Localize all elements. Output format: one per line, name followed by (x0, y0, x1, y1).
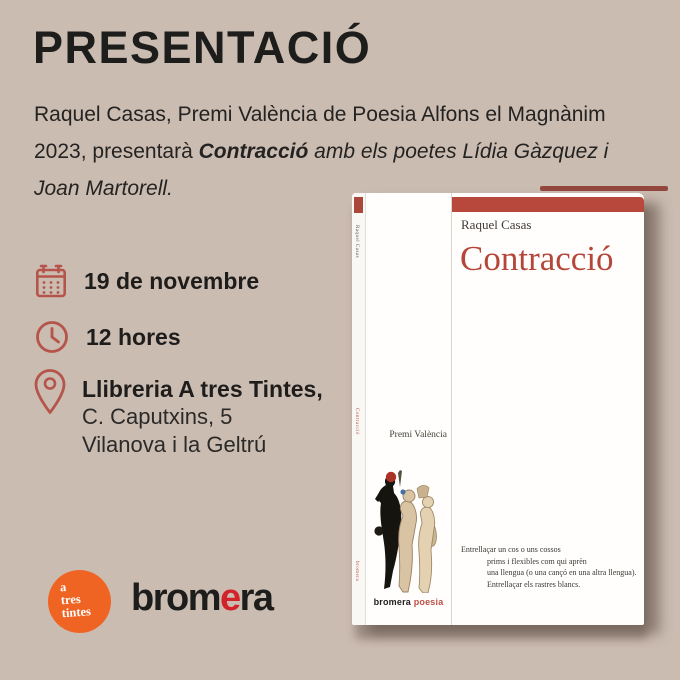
book-back-cover-edge (540, 186, 668, 191)
location-pin-icon (33, 368, 67, 425)
imprint-publisher: bromera (373, 597, 411, 607)
bromera-pre: brom (131, 577, 220, 619)
spine-red-band (354, 197, 363, 213)
cover-author: Raquel Casas (461, 217, 532, 232)
bosch-figures-illustration (370, 469, 446, 598)
imprint-collection: poesia (413, 597, 444, 607)
event-address-line2: Vilanova i la Geltrú (82, 432, 267, 457)
book-front-cover (352, 193, 644, 625)
cover-left-column (366, 193, 452, 625)
tintes-line3: tintes (61, 604, 92, 621)
cover-red-band (452, 197, 644, 212)
intro-text-trail: amb els poetes Lídia Gàzquez i Joan Martorell. (34, 140, 609, 200)
tintes-line2: tres (60, 591, 82, 608)
book-mockup (352, 186, 644, 628)
event-venue-label: Llibreria A tres Tintes, (82, 376, 323, 402)
a-tres-tintes-logo (46, 568, 113, 635)
cover-poem (461, 544, 637, 590)
calendar-icon (33, 263, 69, 305)
cover-title: Contracció (460, 239, 614, 278)
poem-line: una llengua (o una cançó en una altra llengua). (487, 568, 637, 577)
poem-line: prims i flexibles com qui aprèn (487, 556, 587, 566)
clock-icon (33, 318, 71, 361)
poem-line: Entrellaçar un cos o uns cossos (461, 545, 561, 554)
award-label: Premi València (389, 430, 447, 440)
bromera-logo (131, 577, 273, 620)
tintes-line1: a (59, 579, 67, 595)
spine-publisher: bromera (354, 561, 359, 582)
event-time-label: 12 hores (86, 324, 181, 350)
event-row-time (33, 318, 181, 361)
event-address-line1: C. Caputxins, 5 (82, 404, 233, 429)
event-location-text (82, 368, 323, 459)
spine-title: Contracció (354, 408, 359, 435)
page-title: PRESENTACIÓ (33, 22, 372, 73)
bromera-post: ra (239, 577, 273, 619)
event-date-label: 19 de novembre (84, 268, 260, 294)
intro-book-title: Contracció (198, 140, 309, 163)
event-row-date (33, 263, 259, 305)
poem-line: Entrellaçar els rastres blancs. (487, 579, 581, 589)
cover-main-panel (452, 193, 644, 625)
event-row-location (33, 368, 323, 459)
bromera-red-e: e (220, 577, 240, 619)
spine-author: Raquel Casas (354, 225, 359, 259)
cover-imprint (366, 597, 451, 607)
book-spine (352, 193, 366, 625)
intro-text-lead: Raquel Casas, Premi València de Poesia Alfons el Magnànim 2023, presentarà (34, 103, 606, 163)
